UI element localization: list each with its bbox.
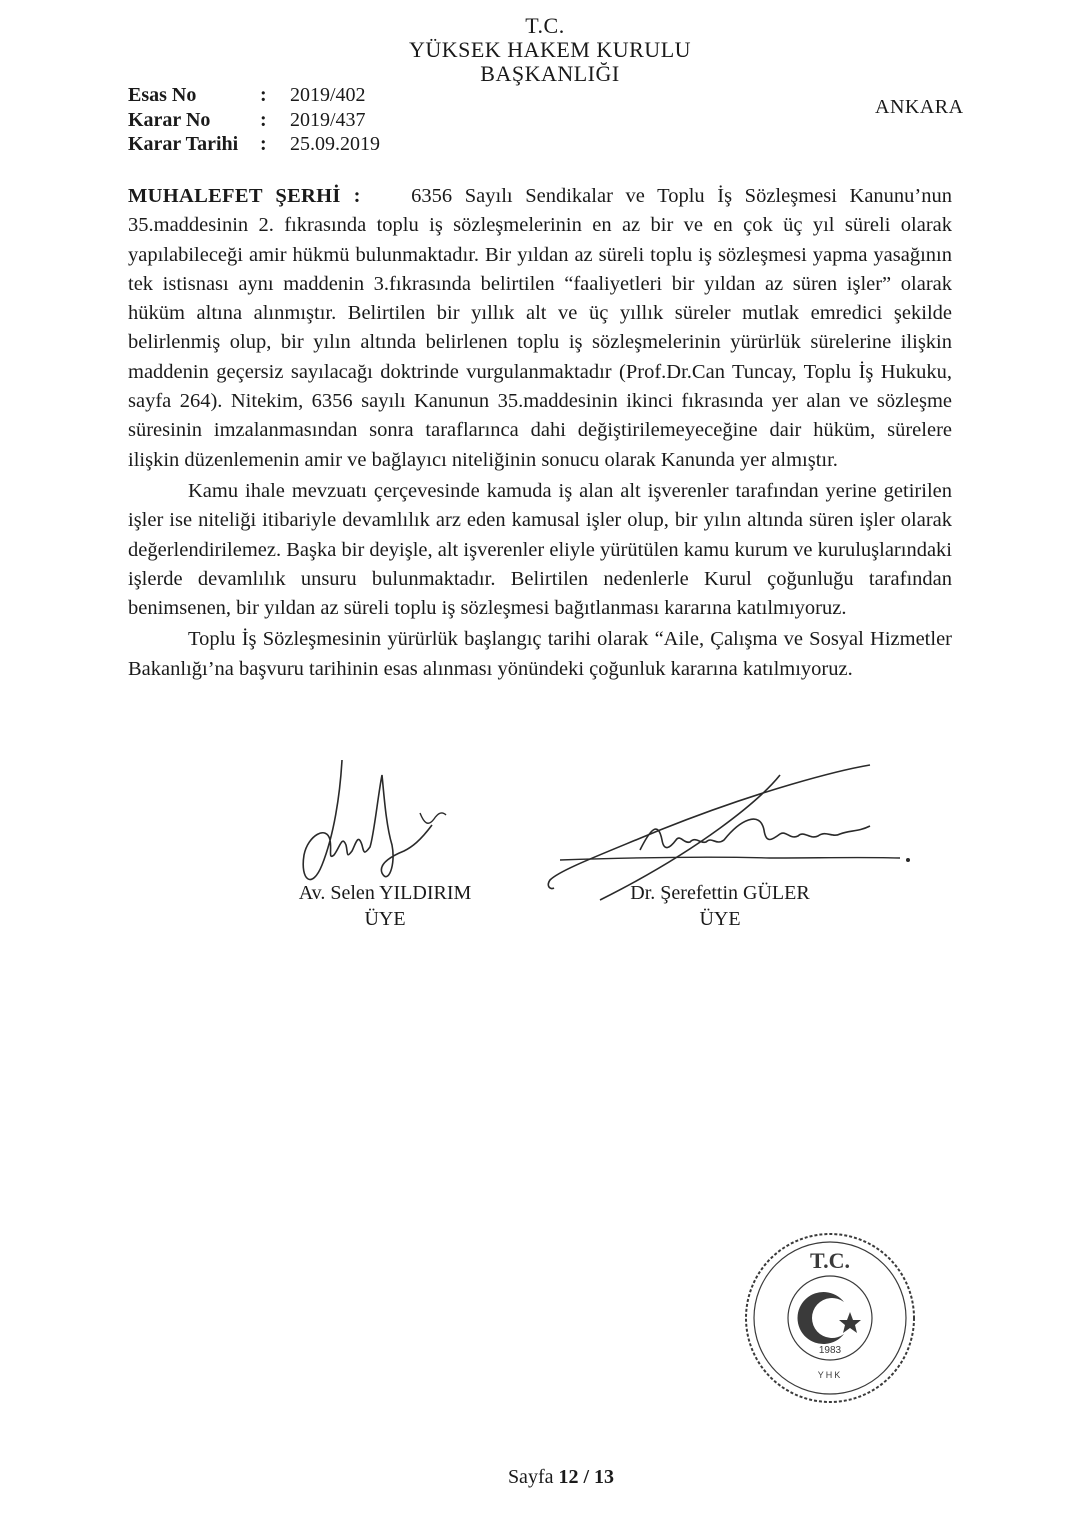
meta-value: 25.09.2019	[290, 133, 380, 155]
header-institution: YÜKSEK HAKEM KURULU	[408, 37, 692, 62]
document-header	[0, 14, 1080, 86]
signature-block-1	[290, 880, 480, 932]
case-metadata	[128, 83, 380, 157]
page-number: 12 / 13	[558, 1466, 615, 1488]
meta-colon: :	[260, 133, 267, 155]
meta-label: Karar Tarihi	[128, 133, 239, 155]
city-label: ANKARA	[875, 96, 964, 118]
meta-value: 2019/402	[290, 84, 366, 106]
meta-colon: :	[260, 108, 267, 131]
signature-block-2	[620, 880, 820, 932]
opinion-text-1: 6356 Sayılı Sendikalar ve Toplu İş Sözleşmesi Kanunu’nun 35.maddesinin 2. fıkrasında toplu iş sözleşmelerinin en az bir ve en çok üç yıl süreli olarak yapılabileceği amir hükmü bulunmaktadır. Bir yıldan az süreli toplu iş sözleşmesi yapma yasağının tek istisnası aynı maddenin 3.fıkrasında belirtilen “faaliyetleri bir yıldan az süren işler” olarak hüküm altına alınmıştır. Belirtilen bir yıllık alt ve üç yıllık süreler mutlak emredici şekilde belirlenmiş olup, bir yılın altında belirlenen toplu iş sözleşmelerinin yürürlük sürelerine ilişkin maddenin geçersiz sayılacağı doktrinde vurgulanmaktadır (Prof.Dr.Can Tuncay, Toplu İş Hukuku, sayfa 264). Nitekim, 6356 sayılı Kanunun 35.maddesinin ikinci fıkrasında yer alan ve sözleşme süresinin imzalanmasından sonra taraflarınca dahi değiştirilemeyeceğine dair hüküm, sürelere ilişkin düzenlemenin amir ve bağlayıcı niteliğinin sonucu olarak Kanunda yer almıştır.	[128, 185, 953, 471]
svg-text:T.C.: T.C.	[810, 1248, 850, 1273]
meta-label: Esas No	[128, 84, 197, 106]
meta-colon: :	[260, 84, 267, 106]
signer-title: ÜYE	[699, 908, 741, 930]
opinion-paragraph-2: Kamu ihale mevzuatı çerçevesinde kamuda iş alan alt işverenler tarafından yerine getirilen işler ise niteliği itibariyle devamlılık arz eden kamusal işler olup, bir yılın altında süren işler olarak değerlendirilemez. Başka bir deyişle, alt işverenler eliyle yürütülen kamu kurum ve kuruluşlarındaki işlerde devamlılık unsuru bulunmaktadır. Belirtilen nedenlerle Kurul çoğunluğu tarafından benimsenen, bir yıldan az süreli toplu iş sözleşmesi bağıtlanması kararına katılmıyoruz.	[128, 479, 952, 620]
meta-row-tarih	[128, 132, 380, 157]
opinion-heading: MUHALEFET ŞERHİ :	[128, 185, 361, 207]
header-presidency: BAŞKANLIĞI	[480, 61, 620, 86]
meta-value: 2019/437	[290, 108, 366, 131]
signer-title: ÜYE	[364, 908, 406, 930]
signer-name: Av. Selen YILDIRIM	[298, 882, 472, 904]
page-footer	[0, 1466, 1080, 1489]
opinion-paragraph-3: Toplu İş Sözleşmesinin yürürlük başlangıç tarihi olarak “Aile, Çalışma ve Sosyal Hizmetler Bakanlığı’na başvuru tarihinin esas alınması yönündeki çoğunluk kararına katılmıyoruz.	[128, 628, 952, 680]
meta-label: Karar No	[128, 108, 211, 131]
header-tc: T.C.	[525, 13, 565, 38]
opinion-paragraph-1	[128, 182, 952, 475]
opinion-body	[128, 182, 952, 684]
svg-text:1983: 1983	[818, 1345, 842, 1356]
svg-text:YHK: YHK	[817, 1370, 843, 1380]
meta-row-karar	[128, 108, 380, 133]
signer-name: Dr. Şerefettin GÜLER	[630, 882, 810, 904]
page-label: Sayfa	[507, 1466, 554, 1488]
official-stamp	[740, 1228, 920, 1408]
meta-row-esas	[128, 83, 380, 108]
